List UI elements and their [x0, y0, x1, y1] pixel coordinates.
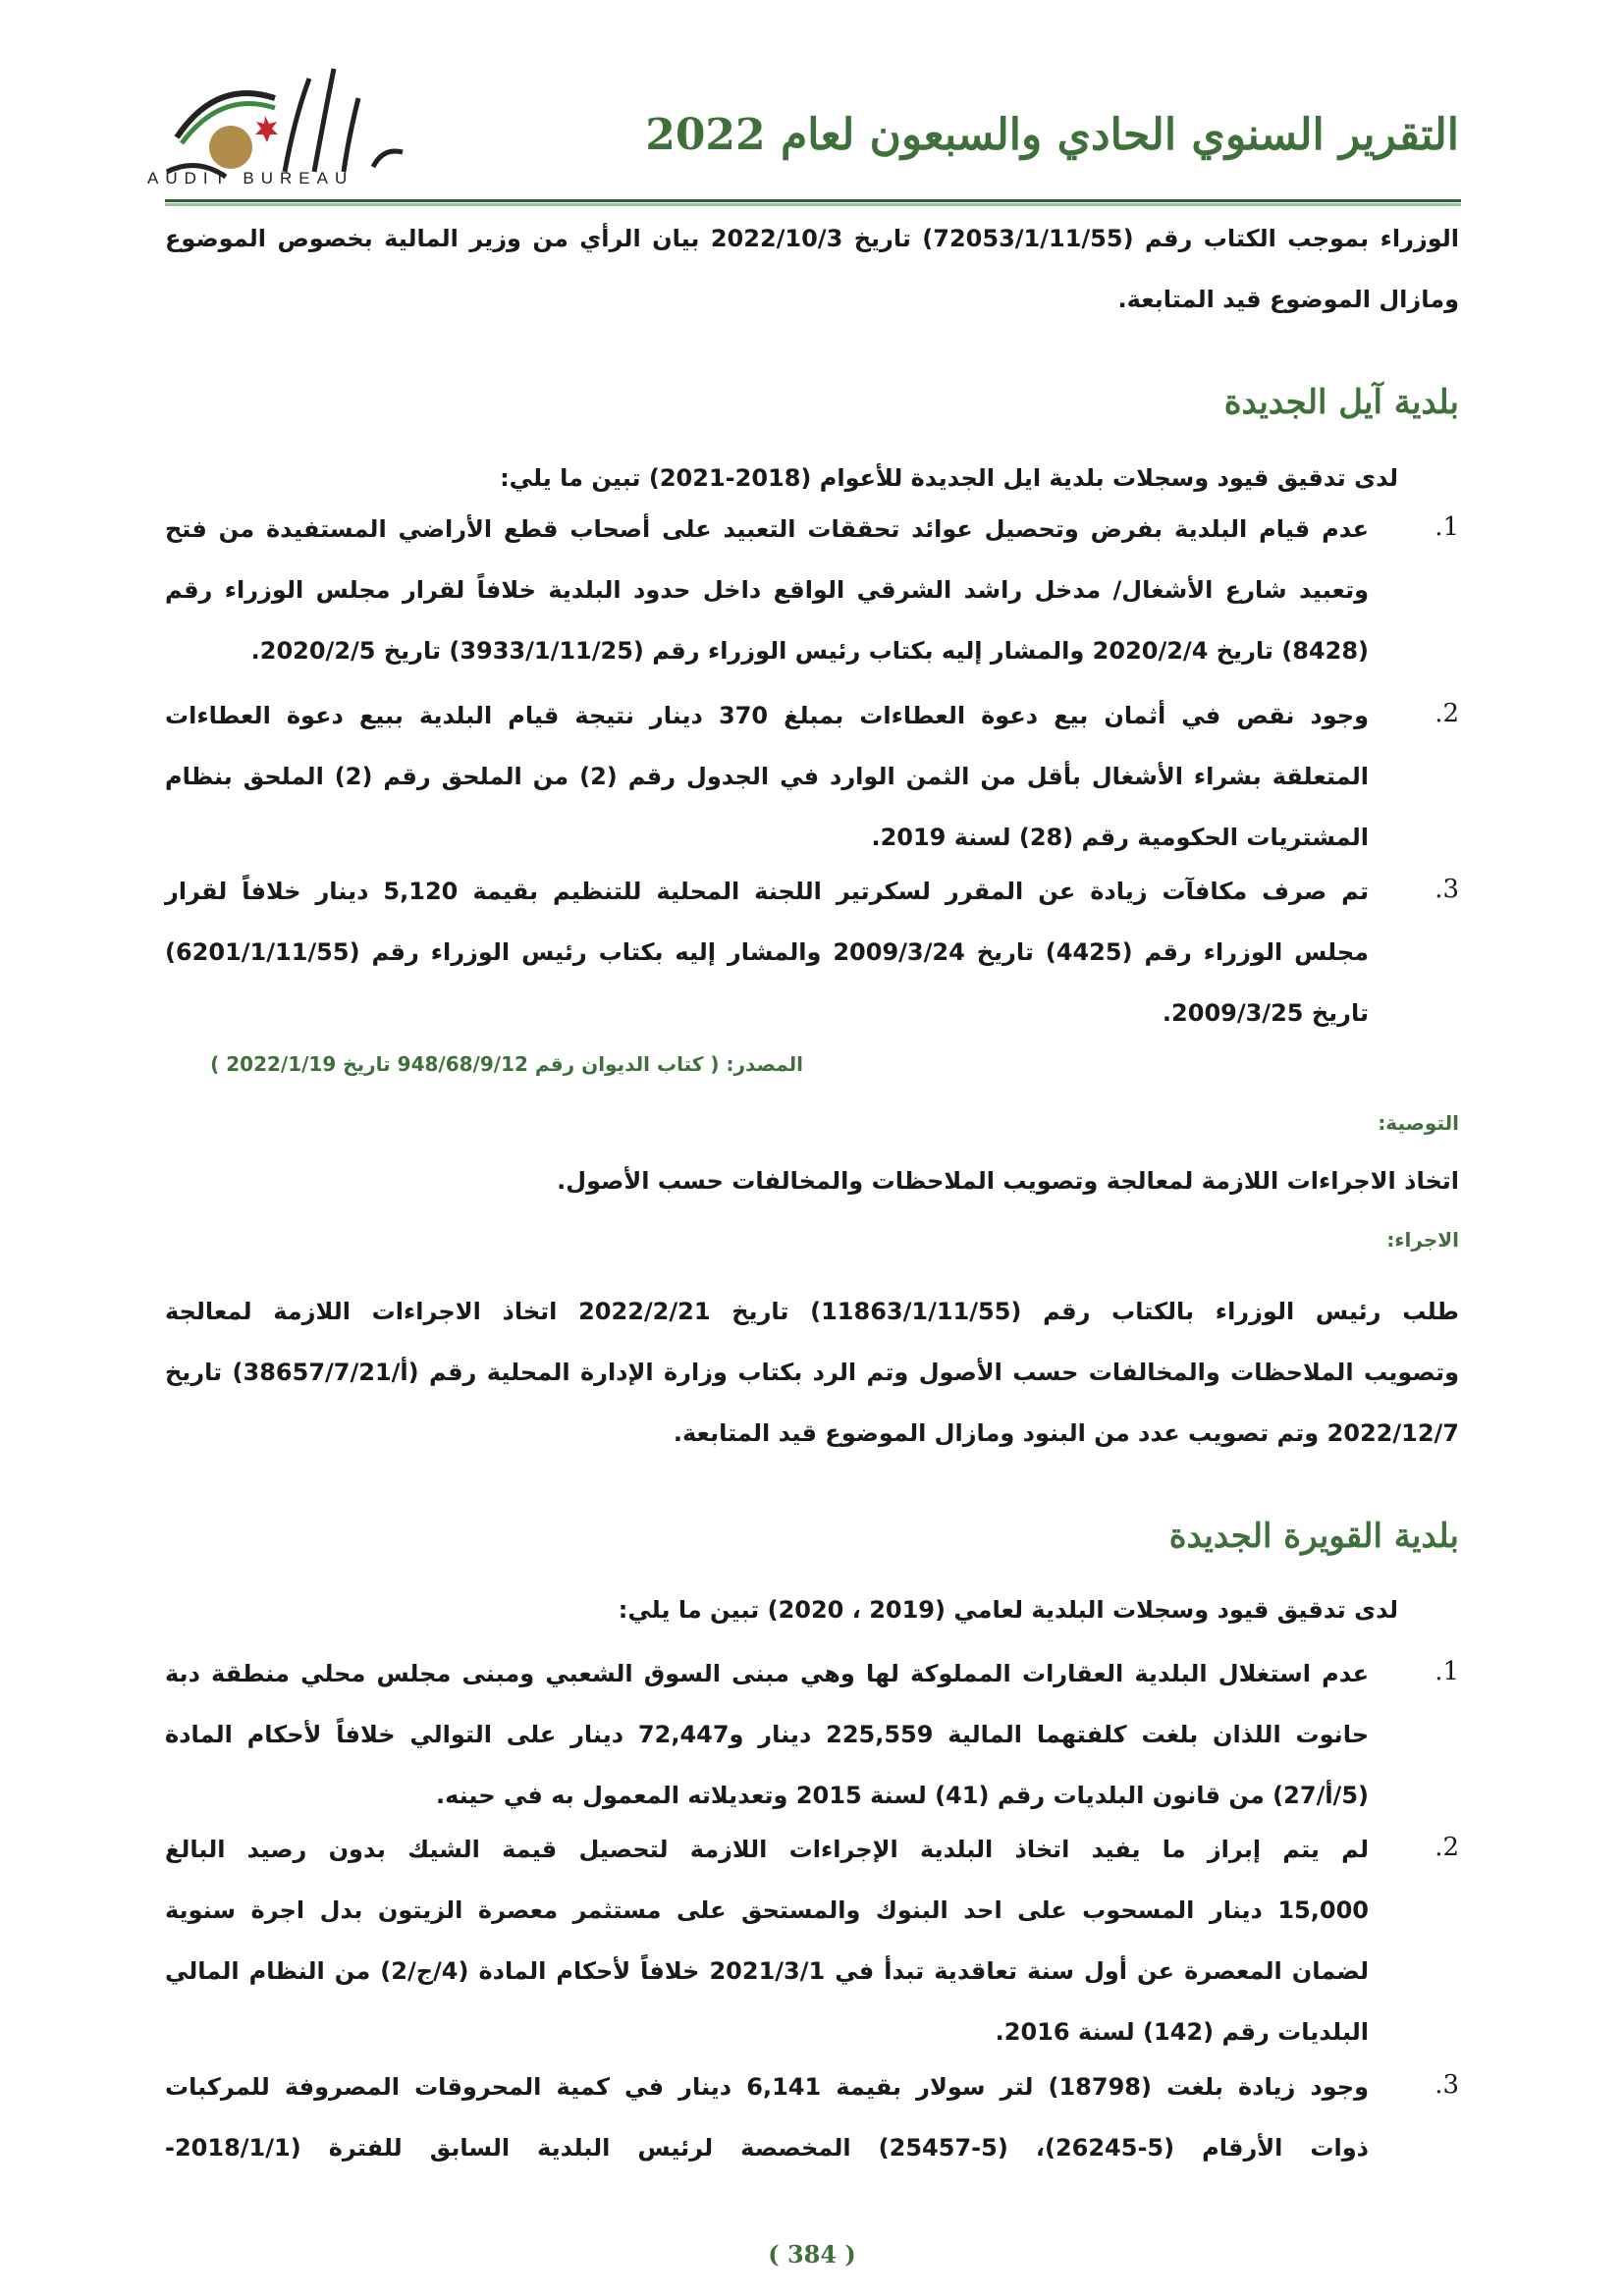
text-line: المشتريات الحكومية رقم (28) لسنة 2019.	[871, 824, 1369, 851]
text-line: ذوات الأرقام (5-26245)، (5-25457) المخصصة لرئيس البلدية السابق للفترة (2018/1/1-	[165, 2134, 1369, 2162]
text-line: طلب رئيس الوزراء بالكتاب رقم (11863/1/11/55) تاريخ 2022/2/21 اتخاذ الاجراءات اللازمة لمعالجة	[165, 1298, 1459, 1325]
text-line: اتخاذ الاجراءات اللازمة لمعالجة وتصويب الملاحظات والمخالفات حسب الأصول.	[557, 1167, 1459, 1195]
item-number: 1.	[1435, 512, 1459, 542]
source-citation: المصدر: ( كتاب الديوان رقم 948/68/9/12 تاريخ 2022/1/19 )	[210, 1052, 803, 1076]
text-line: وجود نقص في أثمان بيع دعوة العطاءات بمبلغ 370 دينار نتيجة قيام البلدية ببيع دعوة العطاءات	[165, 702, 1369, 729]
text-line: مجلس الوزراء رقم (4425) تاريخ 2009/3/24 والمشار إليه بكتاب رئيس الوزراء رقم (6201/1/11/55)	[165, 938, 1369, 966]
text-line: البلديات رقم (142) لسنة 2016.	[995, 2018, 1369, 2046]
text-line: تم صرف مكافآت زيادة عن المقرر لسكرتير اللجنة المحلية للتنظيم بقيمة 5,120 دينار خلافاً لقرار	[165, 878, 1369, 905]
text-line: (8428) تاريخ 2020/2/4 والمشار إليه بكتاب رئيس الوزراء رقم (3933/1/11/25) تاريخ 2020/2/5.	[250, 637, 1369, 665]
item-number: 2.	[1435, 699, 1459, 728]
list-item	[165, 1819, 1459, 2062]
header-rule	[165, 199, 1461, 202]
list-item	[165, 685, 1459, 868]
text-line: وجود زيادة بلغت (18798) لتر سولار بقيمة 6,141 دينار في كمية المحروقات المصروفة للمركبات	[165, 2073, 1369, 2101]
item-number: 3.	[1435, 875, 1459, 904]
text-line: المتعلقة بشراء الأشغال بأقل من الثمن الوارد في الجدول رقم (2) من الملحق رقم (2) الملحق بنظام	[165, 763, 1369, 790]
action-label: الاجراء:	[1386, 1228, 1459, 1252]
text-line: لم يتم إبراز ما يفيد اتخاذ البلدية الإجراءات اللازمة لتحصيل قيمة الشيك بدون رصيد البالغ	[165, 1836, 1369, 1863]
header-rule-light	[165, 203, 1461, 206]
section-heading: بلدية آيل الجديدة	[1223, 383, 1459, 422]
text-line: (5/أ/27) من قانون البلديات رقم (41) لسنة 2015 وتعديلاته المعمول به في حينه.	[435, 1782, 1369, 1809]
continuation-paragraph	[165, 208, 1459, 330]
text-line: لدى تدقيق قيود وسجلات بلدية ايل الجديدة للأعوام (2018-2021) تبين ما يلي:	[500, 464, 1398, 492]
text-line: وتعبيد شارع الأشغال/ مدخل راشد الشرقي الواقع داخل حدود البلدية خلافاً لقرار مجلس الوزراء رقم	[165, 576, 1369, 604]
list-item	[165, 499, 1459, 681]
logo-text: AUDIT BUREAU	[147, 169, 354, 187]
text-line: حانوت اللذان بلغت كلفتهما المالية 225,559 دينار و72,447 دينار على التوالي خلافاً لأحكام المادة	[165, 1721, 1370, 1748]
section-intro	[619, 1579, 1398, 1640]
text-line: لضمان المعصرة عن أول سنة تعاقدية تبدأ في 2021/3/1 خلافاً لأحكام المادة (4/ج/2) من النظام المالي	[165, 1957, 1370, 1985]
page-number: ( 384 )	[768, 2240, 856, 2269]
list-item	[165, 1643, 1459, 1826]
text-line: لدى تدقيق قيود وسجلات البلدية لعامي (2019 ، 2020) تبين ما يلي:	[618, 1596, 1398, 1624]
report-title: التقرير السنوي الحادي والسبعون لعام 2022	[645, 110, 1459, 160]
recommendation-label: التوصية:	[1378, 1111, 1459, 1135]
text-line: 2022/12/7 وتم تصويب عدد من البنود ومازال الموضوع قيد المتابعة.	[673, 1419, 1459, 1447]
text-line: 15,000 دينار المسحوب على احد البنوك والمستحق على مستثمر معصرة الزيتون بدل اجرة سنوية	[165, 1896, 1369, 1924]
item-number: 2.	[1435, 1833, 1459, 1862]
list-item	[165, 2056, 1459, 2178]
text-line: عدم استغلال البلدية العقارات المملوكة لها وهي مبنى السوق الشعبي ومبنى مجلس محلي منطقة دبة	[165, 1660, 1369, 1687]
text-line: الوزراء بموجب الكتاب رقم (72053/1/11/55) تاريخ 2022/10/3 بيان الرأي من وزير المالية بخصوص الموضوع	[165, 225, 1459, 252]
text-line: تاريخ 2009/3/25.	[1162, 999, 1369, 1027]
recommendation-text	[557, 1150, 1459, 1211]
list-item	[165, 861, 1459, 1043]
item-number: 3.	[1435, 2070, 1459, 2100]
item-number: 1.	[1435, 1657, 1459, 1686]
action-paragraph	[165, 1281, 1459, 1464]
text-line: عدم قيام البلدية بفرض وتحصيل عوائد تحققات التعبيد على أصحاب قطع الأراضي المستفيدة من فتح	[165, 515, 1369, 543]
text-line: ومازال الموضوع قيد المتابعة.	[1117, 286, 1459, 313]
section-heading: بلدية القويرة الجديدة	[1168, 1517, 1459, 1556]
text-line: وتصويب الملاحظات والمخالفات حسب الأصول وتم الرد بكتاب وزارة الإدارة المحلية رقم (أ/38657/7/21) تاريخ	[165, 1359, 1459, 1386]
